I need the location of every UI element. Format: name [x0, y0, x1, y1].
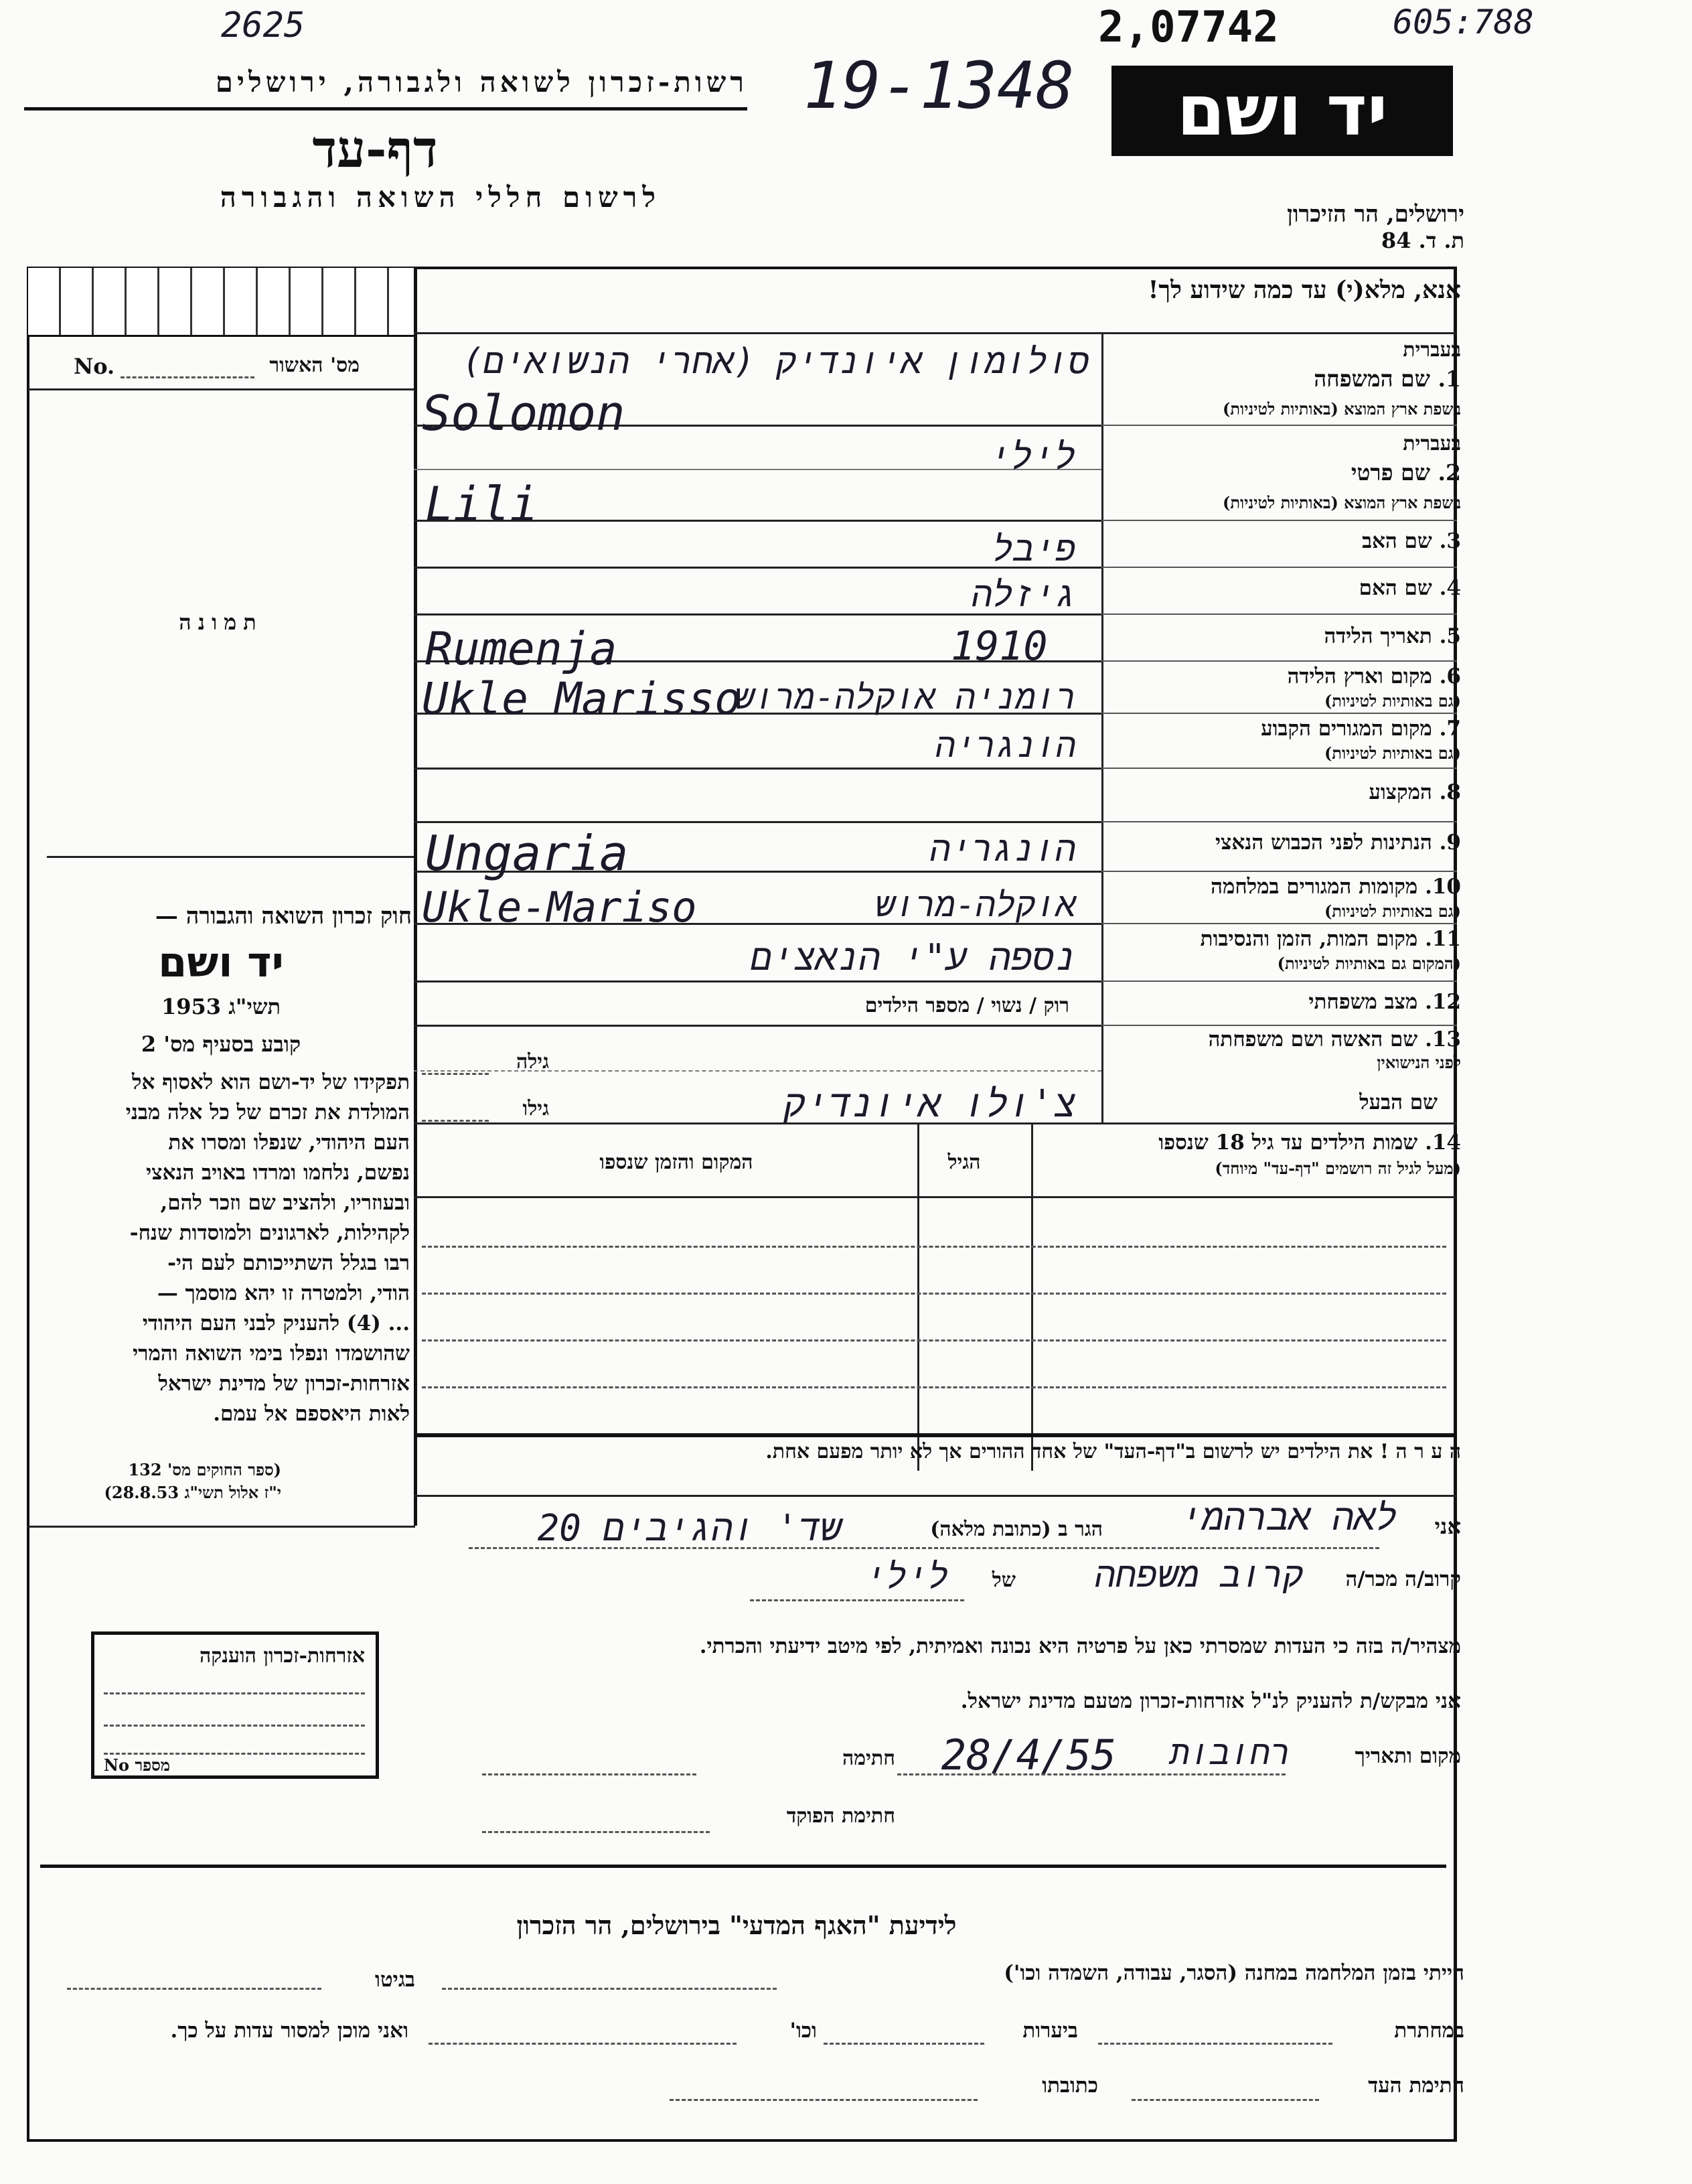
- field7-num: 7.: [1439, 717, 1461, 741]
- field4-num: 4.: [1439, 576, 1461, 600]
- field11-num: 11.: [1425, 927, 1461, 951]
- decl-name-value: לאה אברהמי: [1180, 1496, 1397, 1538]
- field9-value-lat: Ungaria: [425, 825, 629, 881]
- husband-age-label: גילו: [522, 1097, 549, 1120]
- citizenship-number: No מספר: [104, 1755, 171, 1775]
- field1-sub: בשפת ארץ המוצא (באותיות לטיניות): [1223, 399, 1461, 419]
- field9-label: הנתינות לפני הכבוש הנאצי: [1215, 830, 1432, 855]
- decl-statement: מצהיר/ה בזה כי העדות שמסרתי כאן על פרטיה היא נכונה ואמיתית, לפי מיטב ידיעתי והכרתי.: [699, 1634, 1461, 1658]
- field2-value-lat: Lili: [425, 477, 538, 532]
- law-text: [35, 1068, 410, 1429]
- field1-hebrew-tag: בעברית: [1403, 338, 1461, 362]
- registration-number: 19-1348: [803, 48, 1075, 123]
- law-year: תשי"ג 1953: [161, 994, 281, 1019]
- law-line: אזרחות-זכרון של מדינת ישראל: [158, 1372, 410, 1396]
- children-place-header: המקום והזמן שנספו: [599, 1151, 753, 1174]
- field10-value-lat: Ukle-Mariso: [422, 883, 697, 932]
- law-line: לקהילות, לארגונים ולמוסדות שנח-: [129, 1221, 410, 1245]
- field2-sub: בשפת ארץ המוצא (באותיות לטיניות): [1223, 493, 1461, 512]
- field6-value-he: רומניה אוקלה-מרוש: [734, 678, 1076, 717]
- law-title: חוק זכרון השואה והגבורה —: [155, 903, 412, 930]
- law-line: נפשם, נלחמו ומרדו באויב הנאצי: [146, 1161, 410, 1185]
- decl-address-value: שד' והגיבים 20: [537, 1507, 842, 1549]
- field10-label: מקומות המגורים במלחמה: [1211, 875, 1418, 899]
- law-ref2: י"ז אלול תשי"ג 28.8.53): [104, 1483, 281, 1502]
- field5-value-year: 1910: [951, 623, 1048, 670]
- footer-forests: ביערות: [1022, 2019, 1078, 2043]
- address-line2: ת. ד. 84: [1381, 228, 1464, 253]
- field13-label: שם האשה ושם משפחתה: [1208, 1027, 1418, 1051]
- header-grid-box: [28, 268, 414, 337]
- field1-label: [1126, 366, 1461, 392]
- field6-value-lat: Ukle Marisso: [422, 673, 741, 725]
- field1-value-lat: Solomon: [422, 385, 625, 441]
- field13-num: 13.: [1425, 1027, 1461, 1051]
- field5-num: 5.: [1439, 624, 1461, 648]
- field1-num: 1.: [1438, 366, 1461, 392]
- address-line1: ירושלים, הר הזיכרון: [1287, 201, 1464, 228]
- footer-ghetto: בגיטו: [375, 1968, 415, 1992]
- decl-place-date-label: מקום ותאריך: [1355, 1744, 1461, 1768]
- citizenship-box: [91, 1631, 379, 1779]
- decl-officer-label: חתימת הפוקד: [786, 1804, 895, 1828]
- law-line: העם היהודי, שנפלו ומסרו את: [168, 1131, 410, 1155]
- law-line: רבו בגלל השתייכותם לעם הי-: [167, 1251, 410, 1275]
- footer-etc: וכו': [789, 2019, 817, 2043]
- field9-value-he: הונגריה: [929, 829, 1076, 869]
- field6-num: 6.: [1439, 664, 1461, 688]
- yad-vashem-logo: יד ושם: [1111, 66, 1453, 156]
- annotation-top-left: 2625: [221, 5, 305, 46]
- decl-signature-label: חתימה: [842, 1747, 895, 1770]
- field8-num: 8.: [1439, 780, 1461, 804]
- decl-place-value: רחובות: [1169, 1733, 1290, 1772]
- field4-value: גיזלה: [971, 575, 1076, 615]
- decl-request: אני מבקש/ת להעניק לנ"ל אזרחות-זכרון מטעם מדינת ישראל.: [960, 1689, 1461, 1713]
- field6-sub: (גם באותיות לטיניות): [1324, 691, 1461, 711]
- husband-name-value: צ'ולו איונדיק: [783, 1082, 1076, 1126]
- decl-of-label: של: [992, 1569, 1016, 1592]
- law-line: תפקידו של יד-ושם הוא לאסוף אל: [132, 1070, 410, 1094]
- field1-label-text: שם המשפחה: [1314, 366, 1431, 392]
- decl-date-value: 28/4/55: [941, 1731, 1116, 1779]
- decl-relative-label: קרוב/ה מכר/ה: [1345, 1567, 1461, 1591]
- field3-label: שם האב: [1362, 529, 1432, 553]
- law-line: ובעוזריו, ולהציב שם וזכר להם,: [160, 1191, 410, 1215]
- field10-sub: (גם באותיות לטיניות): [1324, 901, 1461, 921]
- field11-label: מקום המות, הזמן והנסיבות: [1200, 927, 1418, 951]
- field10-num: 10.: [1425, 875, 1461, 899]
- citizenship-title: אזרחות-זכרון הוענקה: [199, 1644, 365, 1668]
- field5-value-lat: Rumenja: [425, 623, 617, 676]
- annotation-ref: 605:788: [1393, 3, 1534, 42]
- photo-label: תמונה: [179, 609, 263, 635]
- field1-value-he: סולומון איונדיק (אחרי הנשואים): [462, 342, 1089, 382]
- field12-num: 12.: [1425, 990, 1461, 1014]
- field3-num: 3.: [1439, 529, 1461, 553]
- approval-no-label: No.: [74, 354, 115, 379]
- form-title: דף-עד: [312, 119, 438, 179]
- field7-value: הונגריה: [935, 726, 1076, 765]
- field10-value-he: אוקלה-מרוש: [874, 885, 1076, 924]
- law-line: הודי, ולמטרה זו יהא מוסמך —: [157, 1281, 410, 1305]
- field6-label: מקום וארץ הלידה: [1287, 664, 1432, 688]
- annotation-number: 2,07742: [1098, 3, 1279, 52]
- wife-age-label: גילה: [516, 1050, 549, 1074]
- children-label: שמות הילדים עד גיל 18 שנספו: [1158, 1131, 1418, 1155]
- footer-witness-sig: חתימת העד: [1368, 2073, 1464, 2098]
- law-section: קובע בסעיף מס' 2: [141, 1031, 301, 1057]
- law-line: ... (4) להעניק לבני העם היהודי: [142, 1311, 410, 1335]
- husband-label: שם הבעל: [1359, 1090, 1438, 1114]
- children-sub: (מעל לגיל זה רושמים "דף-עד" מיוחד): [1215, 1159, 1461, 1178]
- footer-title: לידיעת "האגף המדעי" בירושלים, הר הזכרון: [516, 1910, 957, 1940]
- instruction-text: אנא, מלא(י) עד כמה שידוע לך!: [1148, 276, 1461, 304]
- approval-no-label-he: מס' האשור: [269, 354, 360, 377]
- field13-sub: לפני הנישואין: [1377, 1053, 1461, 1072]
- decl-residing-label: הגר ב (כתובת מלאה): [930, 1518, 1103, 1541]
- law-line: המולדת את זכרם של כל אלה מבני: [125, 1100, 410, 1124]
- field12-label: מצב משפחתי: [1308, 990, 1418, 1014]
- field7-label: מקום המגורים הקבוע: [1261, 717, 1432, 741]
- field11-sub: (המקום גם באותיות לטיניות): [1277, 954, 1461, 973]
- decl-i-label: אני: [1434, 1514, 1461, 1539]
- form-subtitle: לרשום חללי השואה והגבורה: [220, 181, 661, 214]
- footer-address: כתובתו: [1042, 2073, 1098, 2098]
- field8-label: המקצוע: [1369, 780, 1432, 804]
- field11-value: נספה ע"י הנאצים: [750, 936, 1076, 978]
- field2-value-he: לילי: [989, 435, 1076, 478]
- field9-num: 9.: [1439, 830, 1461, 855]
- law-ref1: (ספר החוקים מס' 132: [128, 1460, 281, 1479]
- footer-line1: הייתי בזמן המלחמה במחנה (הסגר, עבודה, השמדה וכו'): [1004, 1961, 1464, 1985]
- field2-num: 2.: [1438, 459, 1461, 486]
- children-age-header: הגיל: [947, 1151, 981, 1174]
- authority-name: רשות-זכרון לשואה ולגבורה, ירושלים: [215, 66, 748, 98]
- field2-hebrew-tag: בעברית: [1403, 432, 1461, 455]
- law-line: לאות היאספם אל עמם.: [213, 1402, 410, 1426]
- footer-willing: ואני מוכן למסור עדות על כך.: [170, 2019, 408, 2043]
- field4-label: שם האם: [1359, 576, 1432, 600]
- field12-options: רוק / נשוי / מספר הילדים: [864, 994, 1069, 1017]
- field3-value: פיבל: [992, 529, 1076, 569]
- footer-underground: במחתרת: [1394, 2019, 1464, 2043]
- decl-of-value: לילי: [865, 1556, 949, 1597]
- field2-label: שם פרטי: [1351, 459, 1431, 486]
- note-text: ה ע ר ה ! את הילדים יש לרשום ב"דף-העד" של אחד ההורים אך לא יותר מפעם אחת.: [765, 1440, 1461, 1463]
- field5-label: תאריך הלידה: [1324, 624, 1432, 648]
- field7-sub: (גם באותיות לטיניות): [1324, 743, 1461, 763]
- decl-relation-value: קרוב משפחה: [1094, 1555, 1304, 1595]
- field14-num: 14.: [1425, 1131, 1461, 1155]
- law-line: שהושמדו ונפלו בימי השואה והמרי: [133, 1341, 410, 1366]
- law-name: יד ושם: [158, 938, 284, 987]
